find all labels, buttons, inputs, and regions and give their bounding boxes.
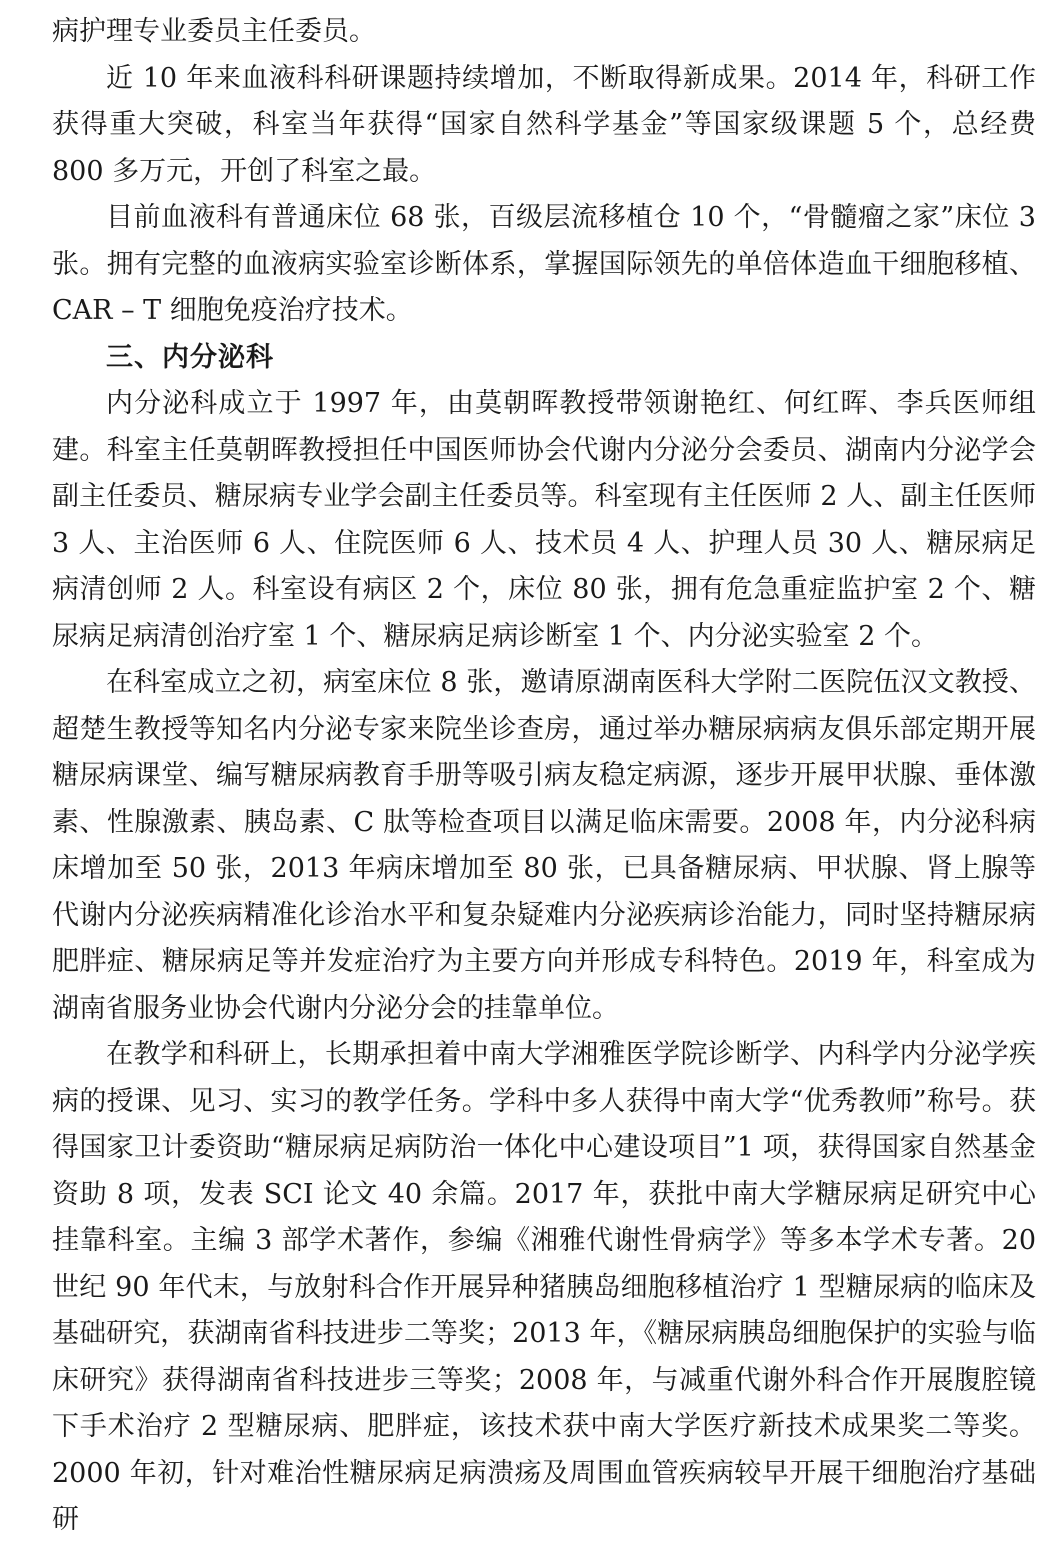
paragraph-endocrinology-founding: 内分泌科成立于 1997 年，由莫朝晖教授带领谢艳红、何红晖、李兵医师组建。科室主任莫朝晖教授担任中国医师协会代谢内分泌分会委员、湖南内分泌学会副主任委员、糖尿病专业学会副主任委员等。科室现有主任医师 2 人、副主任医师 3 人、主治医师 6 人、住院医师 6 人、技术员 4 人、护理人员 30 人、糖尿病足病清创师 2 人。科室设有病区 2 个，床位 80 张，拥有危急重症监护室 2 个、糖尿病足病清创治疗室 1 个、糖尿病足病诊断室 1 个、内分泌实验室 2 个。 xyxy=(52,388,1036,652)
paragraph-research-growth: 近 10 年来血液科科研课题持续增加，不断取得新成果。2014 年，科研工作获得重大突破，科室当年获得“国家自然科学基金”等国家级课题 5 个，总经费 800 多万元，开创了科室之最。 xyxy=(52,62,1036,187)
paragraph-continued: 病护理专业委员主任委员。 xyxy=(52,16,376,47)
document-page xyxy=(52,0,1036,1544)
section-heading-endocrinology: 三、内分泌科 xyxy=(106,341,274,373)
paragraph-endocrinology-development: 在科室成立之初，病室床位 8 张，邀请原湖南医科大学附二医院伍汉文教授、超楚生教授等知名内分泌专家来院坐诊查房，通过举办糖尿病病友俱乐部定期开展糖尿病课堂、编写糖尿病教育手册等吸引病友稳定病源，逐步开展甲状腺、垂体激素、性腺激素、胰岛素、C 肽等检查项目以满足临床需要。2008 年，内分泌科病床增加至 50 张，2013 年病床增加至 80 张，已具备糖尿病、甲状腺、肾上腺等代谢内分泌疾病精准化诊治水平和复杂疑难内分泌疾病诊治能力，同时坚持糖尿病肥胖症、糖尿病足等并发症治疗为主要方向并形成专科特色。2019 年，科室成为湖南省服务业协会代谢内分泌分会的挂靠单位。 xyxy=(52,667,1036,1024)
paragraph-teaching-research: 在教学和科研上，长期承担着中南大学湘雅医学院诊断学、内科学内分泌学疾病的授课、见习、实习的教学任务。学科中多人获得中南大学“优秀教师”称号。获得国家卫计委资助“糖尿病足病防治一体化中心建设项目”1 项，获得国家自然基金资助 8 项，发表 SCI 论文 40 余篇。2017 年，获批中南大学糖尿病足研究中心挂靠科室。主编 3 部学术著作，参编《湘雅代谢性骨病学》等多本学术专著。20 世纪 90 年代末，与放射科合作开展异种猪胰岛细胞移植治疗 1 型糖尿病的临床及基础研究，获湖南省科技进步二等奖；2013 年，《糖尿病胰岛细胞保护的实验与临床研究》获得湖南省科技进步三等奖；2008 年，与减重代谢外科合作开展腹腔镜下手术治疗 2 型糖尿病、肥胖症，该技术获中南大学医疗新技术成果奖二等奖。2000 年初，针对难治性糖尿病足病溃疡及周围血管疾病较早开展干细胞治疗基础研 xyxy=(52,1039,1036,1535)
paragraph-hematology-beds: 目前血液科有普通床位 68 张，百级层流移植仓 10 个，“骨髓瘤之家”床位 3 张。拥有完整的血液病实验室诊断体系，掌握国际领先的单倍体造血干细胞移植、CAR – T 细胞免疫治疗技术。 xyxy=(52,202,1036,326)
